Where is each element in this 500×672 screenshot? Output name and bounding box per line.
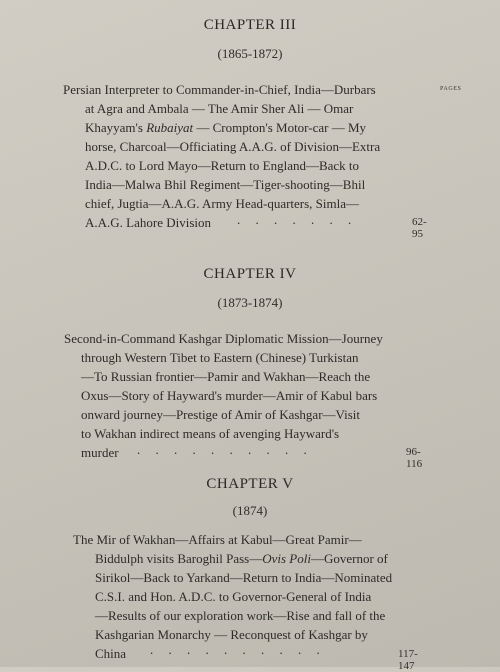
summary-line: C.S.I. and Hon. A.D.C. to Governor-General of India: [95, 589, 372, 604]
chapter-3-title: CHAPTER III: [203, 17, 297, 33]
summary-line: India—Malwa Bhil Regiment—Tiger-shooting—Bhil: [85, 177, 366, 192]
summary-line: at Agra and Ambala — The Amir Sher Ali — Omar: [85, 101, 354, 116]
page-range: 117-147: [398, 648, 418, 672]
summary-line: The Mir of Wakhan—Affairs at Kabul—Great Pamir—: [73, 532, 362, 547]
dot-leader: . . . . . . . . . .: [150, 642, 326, 657]
chapter-3-date: (1865-1872): [217, 46, 283, 61]
dot-leader: . . . . . . . . . .: [137, 442, 313, 457]
summary-line: to Wakhan indirect means of avenging Hayward's: [81, 426, 340, 441]
summary-line: onward journey—Prestige of Amir of Kashgar—Visit: [81, 407, 361, 422]
chapter-5-title: CHAPTER V: [206, 476, 294, 492]
summary-line: A.D.C. to Lord Mayo—Return to England—Back to: [85, 158, 360, 173]
chapter-5-date: (1874): [232, 503, 268, 518]
page-range: 96-116: [406, 446, 423, 470]
dot-leader: . . . . . . .: [237, 212, 358, 227]
pages-column-label: PAGES: [440, 86, 462, 92]
summary-line: Oxus—Story of Hayward's murder—Amir of Kabul bars: [81, 388, 378, 403]
summary-line: through Western Tibet to Eastern (Chinese) Turkistan: [81, 350, 359, 365]
page-range: 62-95: [412, 216, 427, 240]
summary-line: Second-in-Command Kashgar Diplomatic Mission—Journey: [64, 331, 383, 346]
summary-line: chief, Jugtia—A.A.G. Army Head-quarters, Simla—: [85, 196, 360, 211]
chapter-4-date: (1873-1874): [217, 295, 283, 310]
summary-line: horse, Charcoal—Officiating A.A.G. of Division—Extra: [85, 139, 381, 154]
summary-line: murder: [81, 445, 119, 460]
summary-line: Kashgarian Monarchy — Reconquest of Kashgar by: [95, 627, 368, 642]
summary-line: Biddulph visits Baroghil Pass—Ovis Poli—Governor of: [95, 551, 388, 566]
summary-line: Khayyam's Rubaiyat — Crompton's Motor-car — My: [85, 120, 367, 135]
summary-line: China: [95, 646, 127, 661]
chapter-4-title: CHAPTER IV: [203, 266, 297, 282]
summary-line: Persian Interpreter to Commander-in-Chief, India—Durbars: [63, 82, 376, 97]
summary-line: Sirikol—Back to Yarkand—Return to India—Nominated: [95, 570, 393, 585]
summary-line: —Results of our exploration work—Rise and fall of the: [95, 608, 386, 623]
summary-line: A.A.G. Lahore Division: [85, 215, 212, 230]
summary-line: —To Russian frontier—Pamir and Wakhan—Reach the: [81, 369, 371, 384]
italic-title: Ovis Poli: [262, 551, 311, 566]
italic-title: Rubaiyat: [146, 120, 194, 135]
